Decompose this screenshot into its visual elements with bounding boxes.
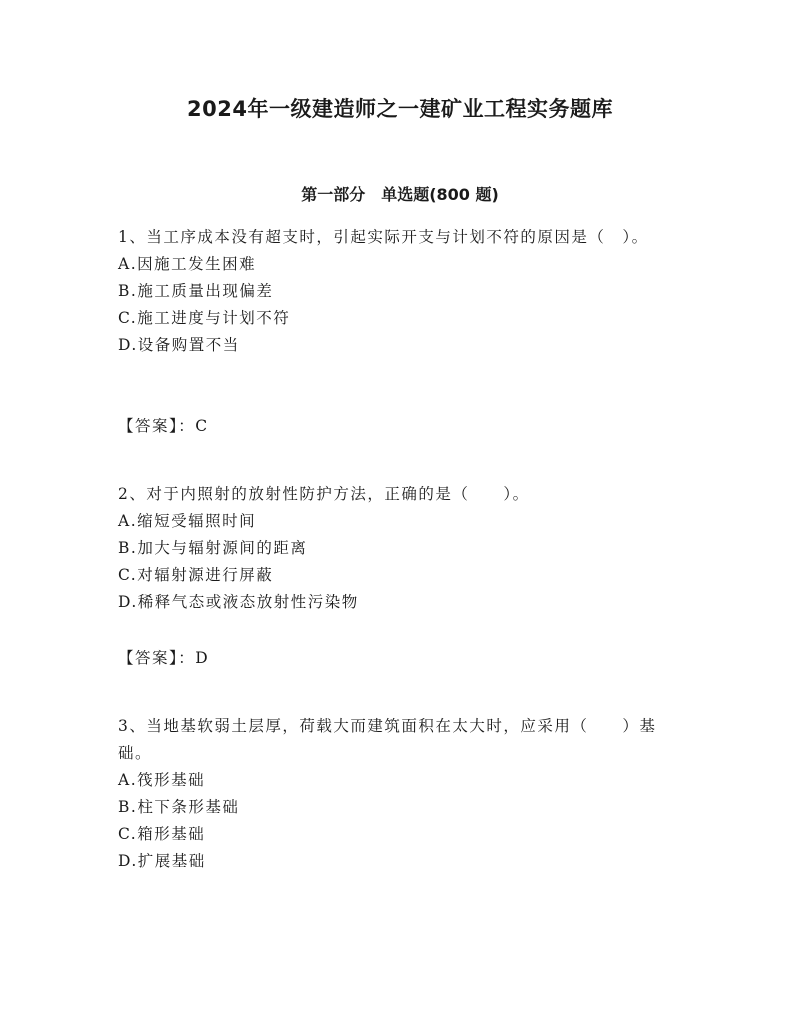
option-d: D.扩展基础 — [118, 852, 206, 870]
option-a: A.筏形基础 — [118, 771, 206, 789]
option-c: C.施工进度与计划不符 — [118, 309, 291, 327]
option-d: D.设备购置不当 — [118, 336, 240, 354]
question-2 — [118, 481, 678, 616]
answer-2: 【答案】：D — [118, 649, 210, 667]
option-d: D.稀释气态或液态放射性污染物 — [118, 593, 359, 611]
answer-1: 【答案】：C — [118, 417, 209, 435]
option-a: A.缩短受辐照时间 — [118, 512, 257, 530]
question-3 — [118, 713, 678, 875]
option-b: B.加大与辐射源间的距离 — [118, 539, 308, 557]
option-b: B.柱下条形基础 — [118, 798, 240, 816]
option-b: B.施工质量出现偏差 — [118, 282, 274, 300]
question-stem: 3、当地基软弱土层厚，荷载大而建筑面积在太大时，应采用（ ）基础。 — [118, 717, 657, 762]
question-stem: 2、对于内照射的放射性防护方法，正确的是（ ）。 — [118, 485, 530, 503]
question-stem: 1、当工序成本没有超支时，引起实际开支与计划不符的原因是（ ）。 — [118, 228, 649, 246]
option-c: C.对辐射源进行屏蔽 — [118, 566, 274, 584]
section-title: 第一部分 单选题(800 题) — [301, 185, 499, 204]
option-a: A.因施工发生困难 — [118, 255, 257, 273]
option-c: C.箱形基础 — [118, 825, 206, 843]
document-title: 2024年一级建造师之一建矿业工程实务题库 — [187, 97, 613, 121]
question-1 — [118, 224, 678, 359]
